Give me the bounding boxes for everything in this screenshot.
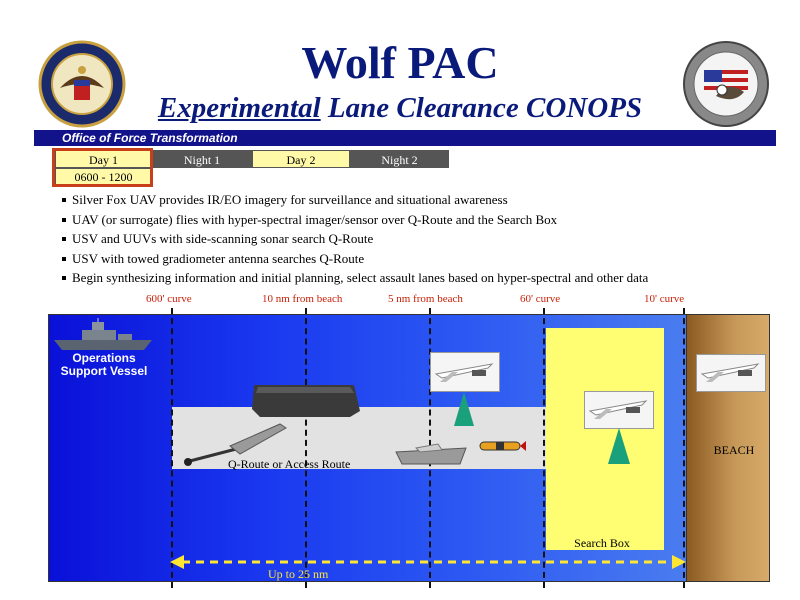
tab-day-1[interactable]: Day 1 <box>55 150 152 168</box>
page-subtitle <box>0 90 800 126</box>
curve-line-60ft <box>543 308 545 588</box>
bullet-item: UAV (or surrogate) flies with hyper-spectral imager/sensor over Q-Route and the Search Box <box>60 210 780 230</box>
bullet-item: USV with towed gradiometer antenna searches Q-Route <box>60 249 780 269</box>
search-box-label: Search Box <box>574 536 630 550</box>
usv-boat-icon <box>394 440 470 466</box>
ship-label: Operations Support Vessel <box>60 351 148 378</box>
page-title: Wolf PAC <box>301 37 499 88</box>
gradiometer-icon <box>478 438 526 454</box>
q-route-label: Q-Route or Access Route <box>228 457 351 471</box>
curve-line-600ft <box>171 308 173 588</box>
bullet-item: Begin synthesizing information and initial planning, select assault lanes based on hyper-spectral and other data <box>60 268 780 288</box>
ship-icon <box>52 318 156 352</box>
bullet-item: Silver Fox UAV provides IR/EO imagery for surveillance and situational awareness <box>60 190 780 210</box>
range-arrow <box>170 554 686 570</box>
tab-night-2[interactable]: Night 2 <box>350 150 449 168</box>
curve-label-10ft: 10' curve <box>644 293 685 305</box>
beach-label: BEACH <box>713 443 755 457</box>
search-box-area <box>546 328 664 550</box>
curve-label-600ft: 600' curve <box>146 293 192 305</box>
bullet-item: USV and UUVs with side-scanning sonar search Q-Route <box>60 229 780 249</box>
tab-night-1[interactable]: Night 1 <box>152 150 252 168</box>
uav-icon <box>698 356 762 388</box>
curve-label-60ft: 60' curve <box>520 293 561 305</box>
uav-icon <box>432 354 496 388</box>
range-label: Up to 25 nm <box>268 567 329 581</box>
sensor-beam-icon <box>454 392 474 426</box>
curve-label-5nm: 5 nm from beach <box>388 293 463 305</box>
curve-line-10ft <box>683 308 685 588</box>
subtitle-rest: Lane Clearance CONOPS <box>320 92 643 124</box>
usv-hull-icon <box>250 381 362 419</box>
time-window: 0600 - 1200 <box>55 168 152 186</box>
subtitle-emphasis: Experimental <box>157 92 321 124</box>
bullet-list <box>60 190 780 288</box>
sensor-beam-icon <box>608 428 630 464</box>
office-banner-text: Office of Force Transformation <box>62 131 238 145</box>
curve-line-10nm <box>305 308 307 588</box>
uav-icon <box>586 393 650 425</box>
curve-label-10nm: 10 nm from beach <box>262 293 343 305</box>
selected-tab-highlight <box>52 148 153 187</box>
tab-day-2[interactable]: Day 2 <box>252 150 350 168</box>
